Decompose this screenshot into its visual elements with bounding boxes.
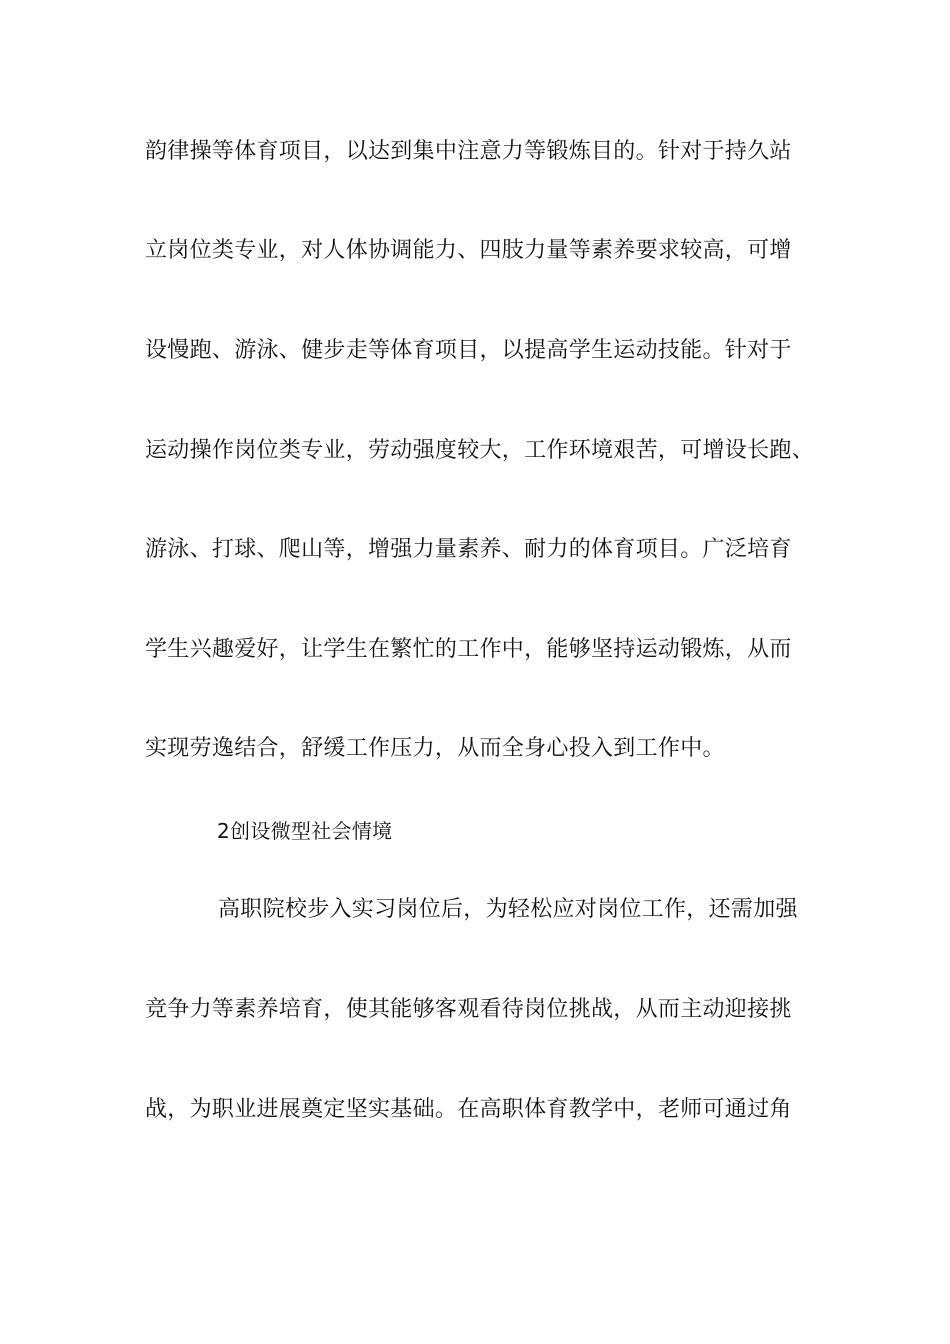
paragraph-line: 学生兴趣爱好，让学生在繁忙的工作中，能够坚持运动锻炼，从而 xyxy=(145,637,792,662)
paragraph-line: 高职院校步入实习岗位后，为轻松应对岗位工作，还需加强 xyxy=(218,897,798,922)
section-heading: 2创设微型社会情境 xyxy=(217,819,393,843)
paragraph-line: 游泳、打球、爬山等，增强力量素养、耐力的体育项目。广泛培育 xyxy=(145,537,792,562)
paragraph-line: 立岗位类专业，对人体协调能力、四肢力量等素养要求较高，可增 xyxy=(145,238,792,263)
paragraph-line: 运动操作岗位类专业，劳动强度较大，工作环境艰苦，可增设长跑、 xyxy=(145,438,815,463)
paragraph-line: 实现劳逸结合，舒缓工作压力，从而全身心投入到工作中。 xyxy=(145,736,725,761)
paragraph-line: 设慢跑、游泳、健步走等体育项目，以提高学生运动技能。针对于 xyxy=(145,338,792,363)
paragraph-line: 竞争力等素养培育，使其能够客观看待岗位挑战，从而主动迎接挑 xyxy=(145,997,792,1022)
paragraph-line: 战，为职业进展奠定坚实基础。在高职体育教学中，老师可通过角 xyxy=(145,1097,792,1122)
paragraph-line: 韵律操等体育项目，以达到集中注意力等锻炼目的。针对于持久站 xyxy=(145,139,792,164)
